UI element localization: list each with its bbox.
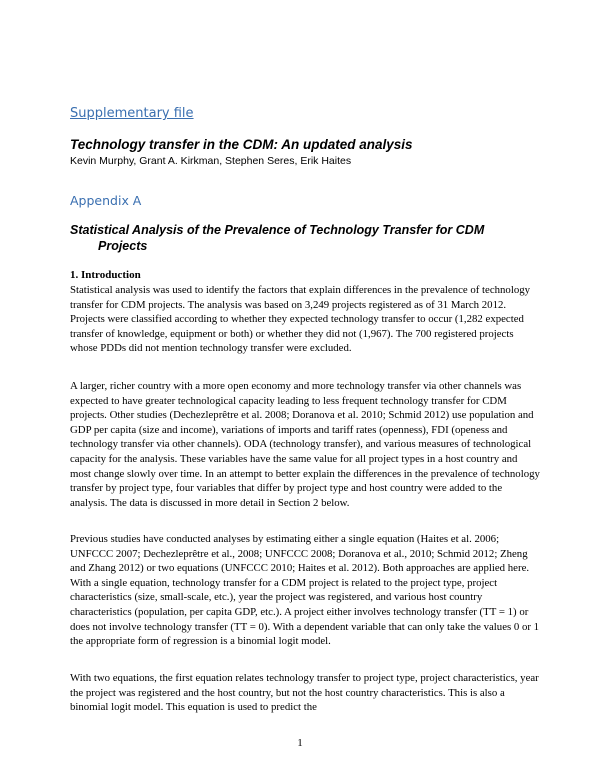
paragraph-3: Previous studies have conducted analyses by estimating either a single equation (Haites et al. 2006; UNFCCC 2007; Dechezleprêtre et al., 2008; UNFCCC 2008; Doranova et al., 2010; Schmid 2012; Zheng and Zhang 2012) or two equations (UNFCCC 2010; Haites et al. 2012). Both approaches are applied here. With a single equation, technology transfer for a CDM project is related to the project type, project characteristics (size, small-scale, etc.), year the project was registered, and various host country characteristics (population, per capita GDP, etc.). A project either involves technology transfer (TT = 1) or does not involve technology transfer (TT = 0). With a dependent variable that can only take the values 0 or 1 the appropriate form of regression is a binomial logit model.	[70, 533, 540, 648]
appendix-title	[70, 222, 540, 254]
supplementary-file-label: Supplementary file	[70, 106, 194, 121]
author-list: Kevin Murphy, Grant A. Kirkman, Stephen Seres, Erik Haites	[70, 155, 352, 167]
paragraph-4: With two equations, the first equation relates technology transfer to project type, project characteristics, year the project was registered and the host country, but not the host country characteristics. This is also a binomial logit model. This equation is used to predict the	[70, 672, 539, 714]
appendix-title-line-1: Statistical Analysis of the Prevalence of Technology Transfer for CDM	[70, 223, 485, 237]
page-number: 1	[297, 737, 303, 749]
appendix-heading: Appendix A	[70, 193, 142, 208]
document-title: Technology transfer in the CDM: An updated analysis	[70, 137, 413, 152]
paragraph-1: Statistical analysis was used to identify the factors that explain differences in the prevalence of technology transfer for CDM projects. The analysis was based on 3,249 projects registered as of 31 March 2012. Projects were classified according to whether they expected technology transfer to occur (1,282 expected transfer of knowledge, equipment or both) or whether they did not (1,967). The 700 registered projects whose PDDs did not mention technology transfer were excluded.	[70, 284, 531, 355]
appendix-title-line-2: Projects	[98, 239, 148, 253]
section-heading-introduction: 1. Introduction	[70, 269, 141, 281]
paragraph-2: A larger, richer country with a more open economy and more technology transfer via other channels was expected to have greater technological capacity leading to less frequent technology transfer for CDM projects. Other studies (Dechezleprêtre et al. 2008; Doranova et al. 2010; Schmid 2012) use population and GDP per capita (size and income), variations of imports and tariff rates (openness), FDI (openess and technology transfer via other channels). ODA (technology transfer), and various measures of technological capacity for the analysis. These variables have the same value for all project types in a host country and most change slowly over time. In an attempt to better explain the differences in the prevalence of technology transfer by project type, four variables that differ by project type and host country were added to the analysis. The data is discussed in more detail in Section 2 below.	[70, 380, 540, 509]
